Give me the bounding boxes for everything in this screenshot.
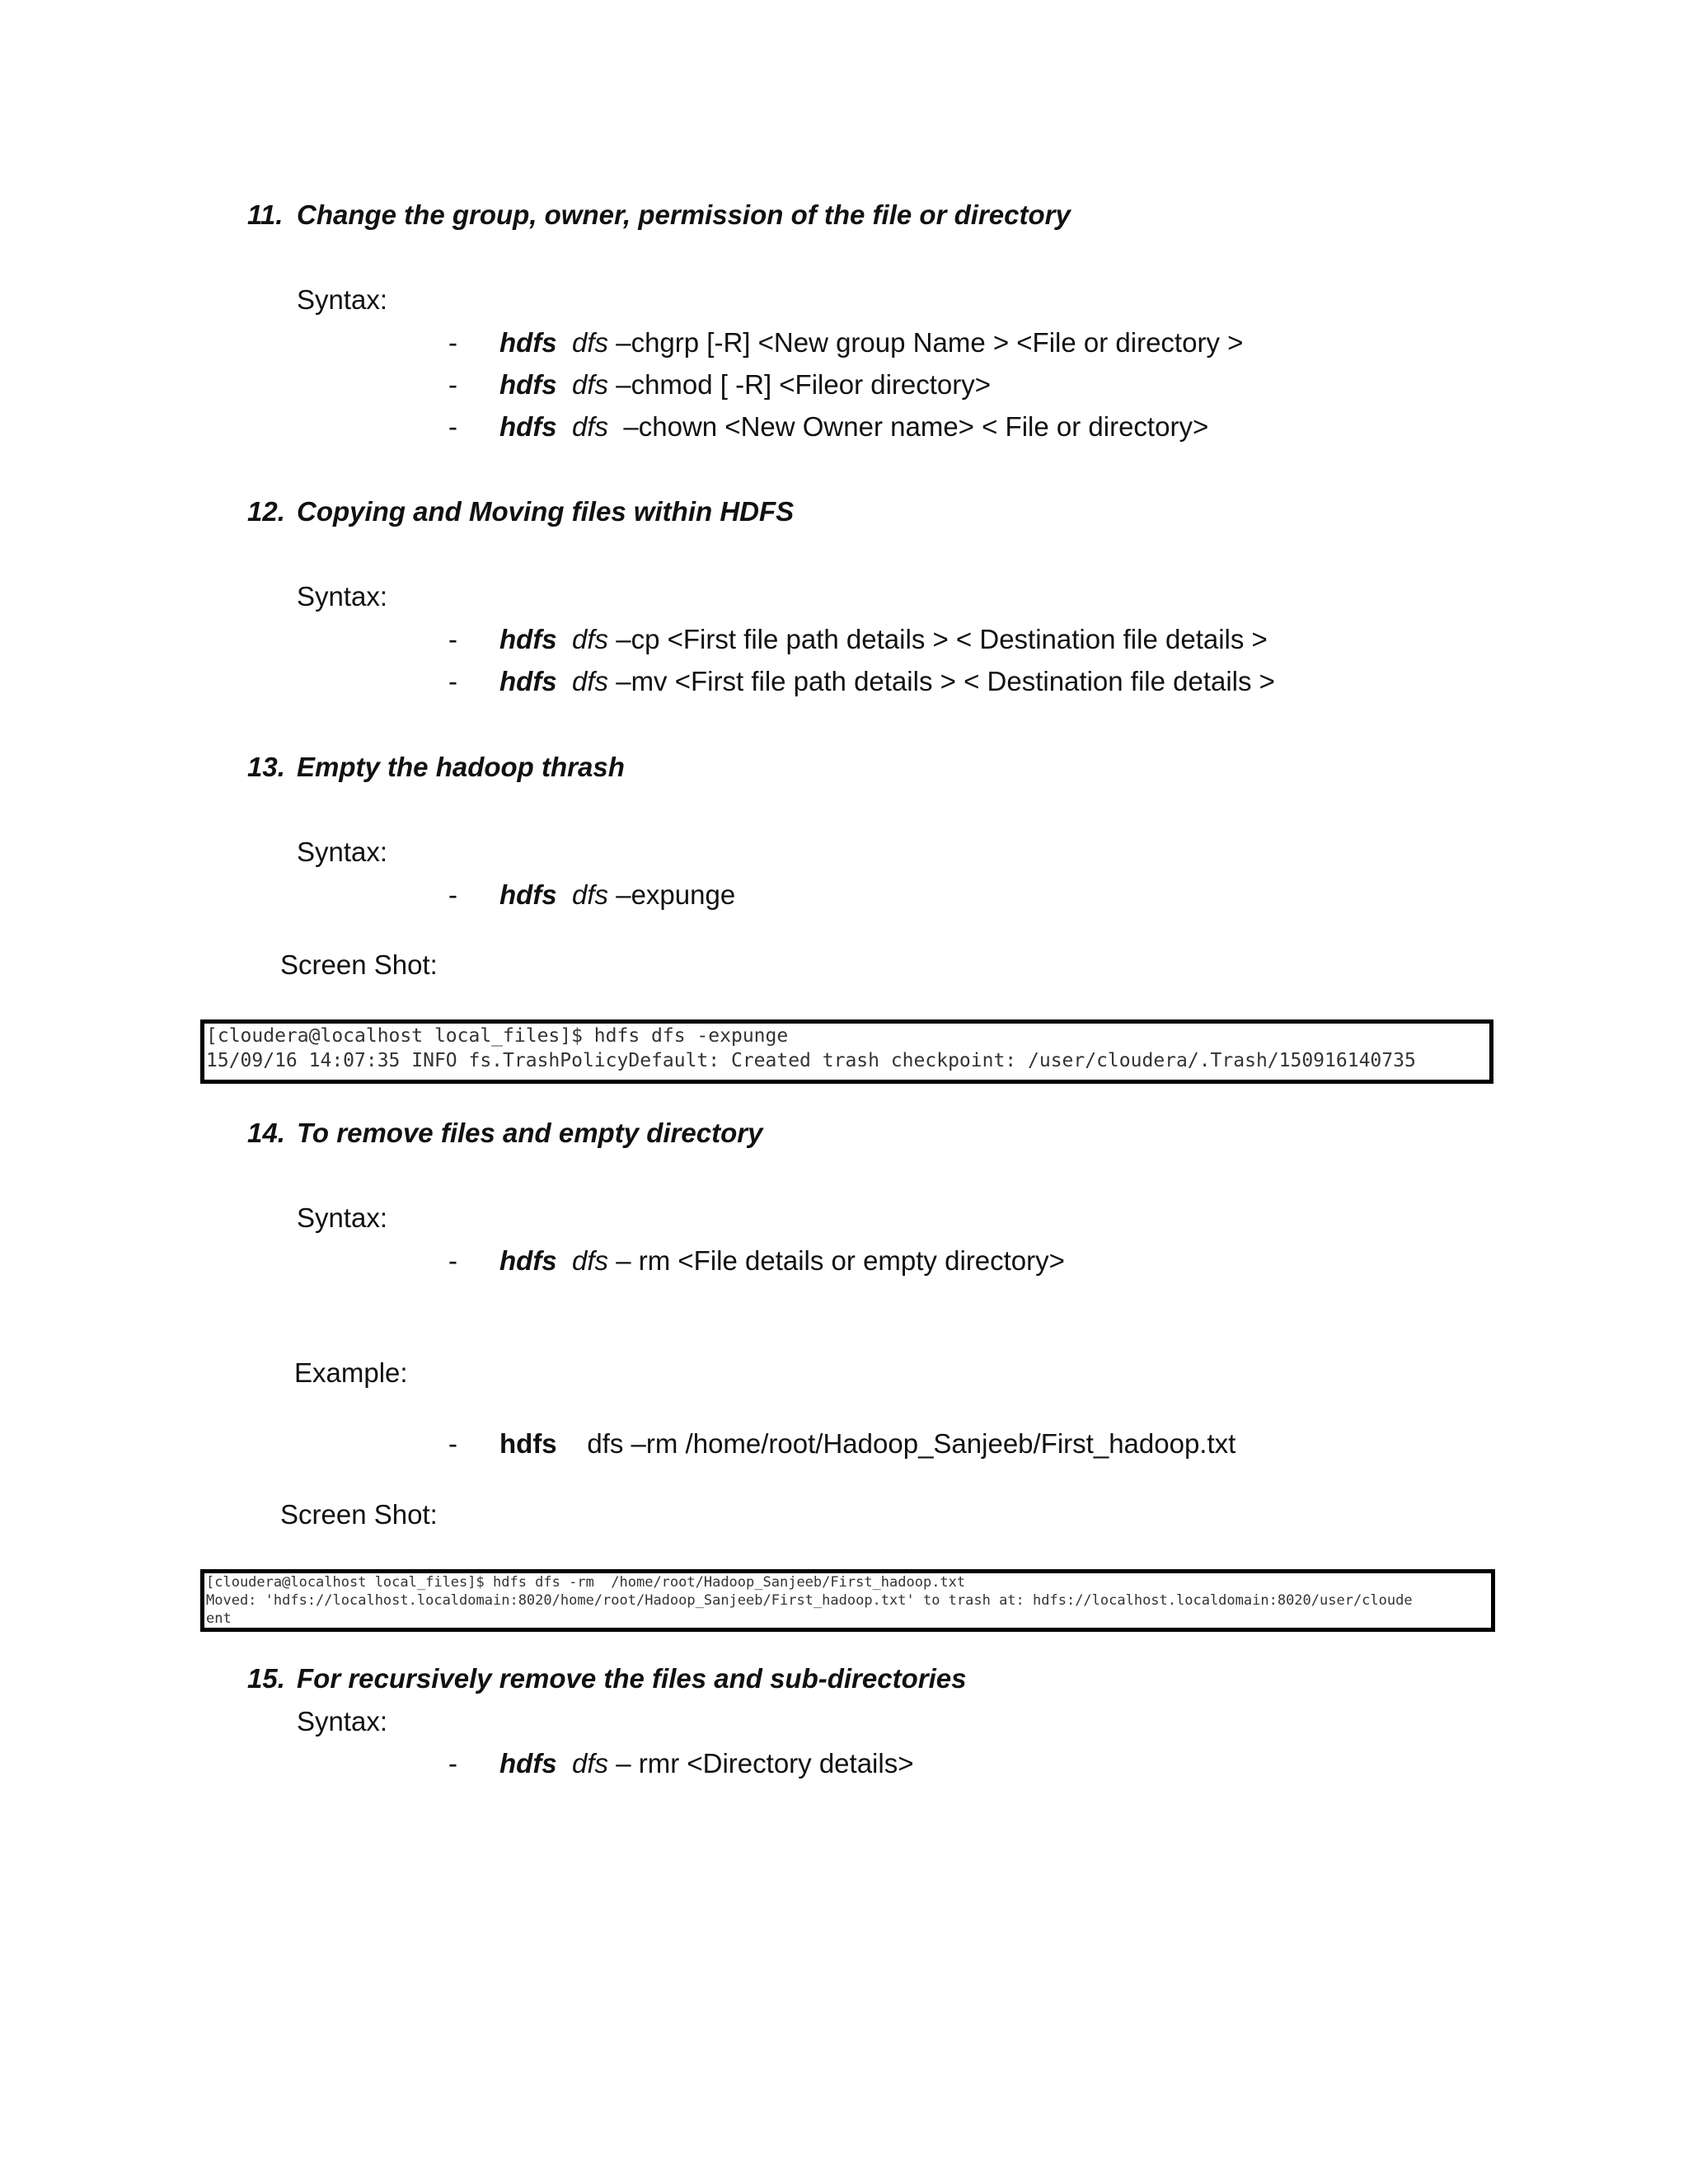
bullet-dash: - — [448, 369, 457, 400]
screenshot-label: Screen Shot: — [280, 1499, 438, 1530]
command-sub: dfs — [572, 411, 609, 442]
section-title: Empty the hadoop thrash — [297, 752, 625, 782]
command-args: –chmod [ -R] <Fileor directory> — [616, 369, 992, 400]
command-sub: dfs — [572, 1245, 609, 1276]
command-args: –expunge — [616, 879, 736, 910]
terminal-screenshot-rm — [200, 1569, 1495, 1632]
command-args: –cp <First file path details > < Destination file details > — [616, 624, 1268, 654]
command-sub: dfs — [572, 666, 609, 696]
bullet-dash: - — [448, 1245, 457, 1276]
bullet-dash: - — [448, 1748, 457, 1779]
terminal-line: 15/09/16 14:07:35 INFO fs.TrashPolicyDefault: Created trash checkpoint: /user/cloudera/.Trash/150916140735 — [206, 1050, 1416, 1071]
command-sub: dfs — [572, 624, 609, 654]
command-name: hdfs — [499, 411, 557, 442]
section-title: For recursively remove the files and sub-directories — [297, 1663, 967, 1694]
bullet-dash: - — [448, 879, 457, 910]
command-args: – rmr <Directory details> — [616, 1748, 914, 1779]
example-label: Example: — [294, 1357, 408, 1388]
bullet-dash: - — [448, 624, 457, 654]
terminal-screenshot-expunge — [200, 1019, 1493, 1084]
section-number: 11. — [247, 199, 284, 230]
command-name: hdfs — [499, 624, 557, 654]
section-title: Change the group, owner, permission of the file or directory — [297, 199, 1071, 230]
section-13-heading — [247, 752, 625, 783]
terminal-line: [cloudera@localhost local_files]$ hdfs dfs -rm /home/root/Hadoop_Sanjeeb/First_hadoop.txt — [206, 1574, 966, 1591]
command-sub: dfs — [572, 879, 609, 910]
bullet-dash: - — [448, 1428, 457, 1459]
section-15-heading — [247, 1663, 966, 1694]
syntax-label: Syntax: — [297, 284, 388, 315]
terminal-line: Moved: 'hdfs://localhost.localdomain:8020/home/root/Hadoop_Sanjeeb/First_hadoop.txt' to trash at: hdfs://localhost.localdomain:8020/user/cloude — [206, 1592, 1413, 1609]
command-name: hdfs — [499, 1748, 557, 1779]
section-12-heading — [247, 496, 794, 527]
section-title: To remove files and empty directory — [297, 1118, 763, 1148]
terminal-line: ent — [206, 1610, 232, 1627]
command-sub: dfs — [572, 327, 609, 358]
command-args: –mv <First file path details > < Destination file details > — [616, 666, 1275, 696]
command-args: – rm <File details or empty directory> — [616, 1245, 1065, 1276]
command-name: hdfs — [499, 1245, 557, 1276]
command-sub: dfs — [572, 369, 609, 400]
command-args: –chown <New Owner name> < File or directory> — [616, 411, 1209, 442]
section-number: 15. — [247, 1663, 285, 1694]
bullet-dash: - — [448, 666, 457, 696]
bullet-dash: - — [448, 327, 457, 358]
command-args: –chgrp [-R] <New group Name > <File or directory > — [616, 327, 1244, 358]
section-number: 13. — [247, 752, 285, 782]
screenshot-label: Screen Shot: — [280, 949, 438, 980]
section-number: 14. — [247, 1118, 285, 1148]
syntax-label: Syntax: — [297, 1706, 388, 1736]
command-sub: dfs — [572, 1748, 609, 1779]
syntax-label: Syntax: — [297, 1202, 388, 1233]
command-name: hdfs — [499, 1428, 557, 1459]
command-name: hdfs — [499, 879, 557, 910]
command-name: hdfs — [499, 369, 557, 400]
syntax-label: Syntax: — [297, 581, 388, 612]
command-name: hdfs — [499, 666, 557, 696]
section-number: 12. — [247, 496, 285, 527]
section-14-heading — [247, 1118, 762, 1149]
command-args: dfs –rm /home/root/Hadoop_Sanjeeb/First_hadoop.txt — [587, 1428, 1236, 1459]
bullet-dash: - — [448, 411, 457, 442]
command-name: hdfs — [499, 327, 557, 358]
terminal-line: [cloudera@localhost local_files]$ hdfs dfs -expunge — [206, 1025, 789, 1047]
syntax-label: Syntax: — [297, 837, 388, 867]
section-11-heading — [247, 199, 1071, 231]
section-title: Copying and Moving files within HDFS — [297, 496, 795, 527]
